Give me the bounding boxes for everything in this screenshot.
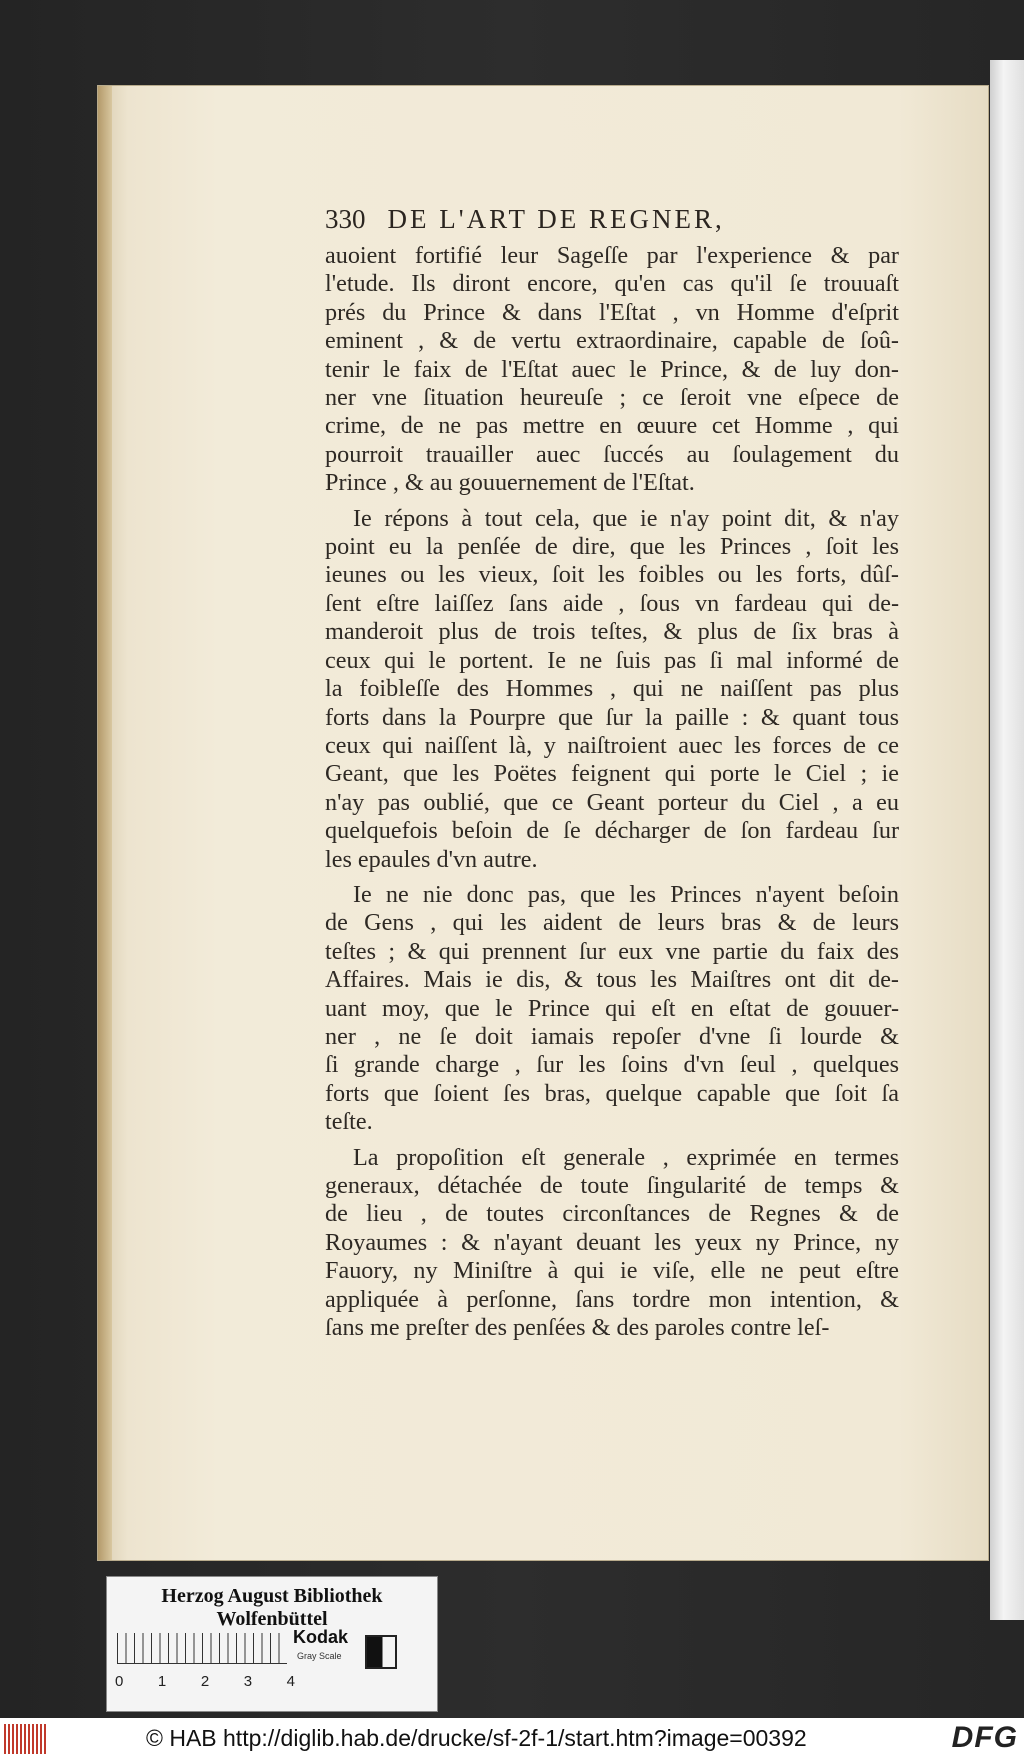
page-gutter bbox=[98, 86, 112, 1560]
text-line: generaux, détachée de toute ſingularité de temps & bbox=[325, 1172, 899, 1199]
text-line: forts que ſoient ſes bras, quelque capable que ſoit ſa bbox=[325, 1079, 899, 1107]
library-label-card bbox=[106, 1576, 438, 1712]
body-text bbox=[325, 242, 899, 1342]
text-line: ſent eſtre laiſſez ſans aide , ſous vn fardeau qui de- bbox=[325, 589, 899, 617]
text-line: de Gens , qui les aident de leurs bras & de leurs bbox=[325, 909, 899, 937]
ruler-number: 2 bbox=[200, 1673, 210, 1690]
text-line: ieunes ou les vieux, ſoit les foibles ou les forts, dûſ- bbox=[325, 561, 899, 589]
text-line: Prince , & au gouuernement de l'Eſtat. bbox=[325, 469, 695, 497]
text-line: Ie répons à tout cela, que ie n'ay point dit, & n'ay bbox=[353, 504, 899, 532]
paragraph-4 bbox=[325, 1144, 899, 1343]
running-head bbox=[325, 204, 905, 235]
ruler-number: 3 bbox=[243, 1673, 253, 1690]
library-name: Herzog August Bibliothek Wolfenbüttel bbox=[161, 1585, 383, 1630]
text-line: manderoit plus de trois teſtes, & plus de ſix bras à bbox=[325, 618, 899, 646]
text-line: point eu la penſée de dire, que les Princes , ſoit les bbox=[325, 533, 899, 561]
scale-ruler bbox=[117, 1633, 287, 1664]
text-line: ceux qui naiſſent là, y naiſtroient auec les forces de ce bbox=[325, 731, 899, 759]
text-line: l'etude. Ils diront encore, qu'en cas qu'il ſe trouuaſt bbox=[325, 270, 899, 298]
ruler-numbers bbox=[115, 1673, 295, 1690]
text-line: crime, de ne pas mettre en œuure cet Homme , qui bbox=[325, 412, 899, 440]
text-line: n'ay pas oublié, que ce Geant porteur du Ciel , a eu bbox=[325, 788, 899, 816]
barcode-icon bbox=[4, 1724, 46, 1754]
text-line: quelquefois beſoin de ſe décharger de ſon fardeau ſur bbox=[325, 817, 899, 845]
gray-scale-swatch bbox=[365, 1635, 397, 1669]
text-line: auoient fortifié leur Sageſſe par l'experience & par bbox=[325, 242, 899, 269]
text-line: Fauory, ny Miniſtre à qui ie viſe, elle ne peut eſtre bbox=[325, 1257, 899, 1285]
paragraph-1 bbox=[325, 242, 899, 498]
text-line: ſi grande charge , ſur les ſoins d'vn ſeul , quelques bbox=[325, 1051, 899, 1079]
page-number: 330 bbox=[325, 204, 366, 234]
text-line: Affaires. Mais ie dis, & tous les Maiſtres ont dit de- bbox=[325, 966, 899, 994]
adjacent-page-edge bbox=[990, 60, 1024, 1620]
text-line: les epaules d'vn autre. bbox=[325, 845, 538, 873]
text-line: ceux qui le portent. Ie ne ſuis pas ſi mal informé de bbox=[325, 646, 899, 674]
gray-scale-label: Gray Scale bbox=[297, 1651, 342, 1661]
ruler-number: 4 bbox=[286, 1673, 295, 1690]
text-line: ſans me preſter des penſées & des paroles contre leſ- bbox=[325, 1314, 830, 1342]
text-line: teſtes ; & qui prennent ſur eux vne partie du faix des bbox=[325, 937, 899, 965]
text-line: teſte. bbox=[325, 1108, 373, 1136]
dfg-logo: DFG bbox=[951, 1721, 1018, 1754]
footer-credit-link[interactable]: © HAB http://diglib.hab.de/drucke/sf-2f-1/start.htm?image=00392 bbox=[146, 1725, 807, 1751]
ruler-number: 1 bbox=[157, 1673, 167, 1690]
paragraph-2 bbox=[325, 505, 899, 874]
text-line: forts dans la Pourpre que ſur la paille : & quant tous bbox=[325, 703, 899, 731]
text-line: Geant, que les Poëtes feignent qui porte le Ciel ; ie bbox=[325, 760, 899, 788]
text-line: de lieu , de toutes circonſtances de Regnes & de bbox=[325, 1200, 899, 1228]
text-line: La propoſition eſt generale , exprimée en termes bbox=[353, 1143, 899, 1171]
text-line: appliquée à perſonne, ſans tordre mon intention, & bbox=[325, 1285, 899, 1313]
text-line: ner vne ſituation heureuſe ; ce ſeroit vne eſpece de bbox=[325, 384, 899, 412]
text-line: tenir le faix de l'Eſtat auec le Prince, & de luy don- bbox=[325, 355, 899, 383]
footer-bar bbox=[0, 1718, 1024, 1759]
text-line: Ie ne nie donc pas, que les Princes n'ayent beſoin bbox=[353, 880, 899, 908]
running-head-title: DE L'ART DE REGNER, bbox=[387, 204, 725, 234]
ruler-number: 0 bbox=[115, 1673, 124, 1690]
text-line: uant moy, que le Prince qui eſt en eſtat de gouuer- bbox=[325, 994, 899, 1022]
text-line: prés du Prince & dans l'Eſtat , vn Homme d'eſprit bbox=[325, 298, 899, 326]
text-line: eminent , & de vertu extraordinaire, capable de ſoû- bbox=[325, 327, 899, 355]
text-line: Royaumes : & n'ayant deuant les yeux ny Prince, ny bbox=[325, 1228, 899, 1256]
paragraph-3 bbox=[325, 881, 899, 1137]
kodak-logo: Kodak bbox=[293, 1627, 349, 1647]
text-line: la foibleſſe des Hommes , qui ne naiſſent pas plus bbox=[325, 675, 899, 703]
text-line: ner , ne ſe doit iamais repoſer d'vne ſi lourde & bbox=[325, 1022, 899, 1050]
text-line: pourroit trauailler auec ſuccés au ſoulagement du bbox=[325, 440, 899, 468]
